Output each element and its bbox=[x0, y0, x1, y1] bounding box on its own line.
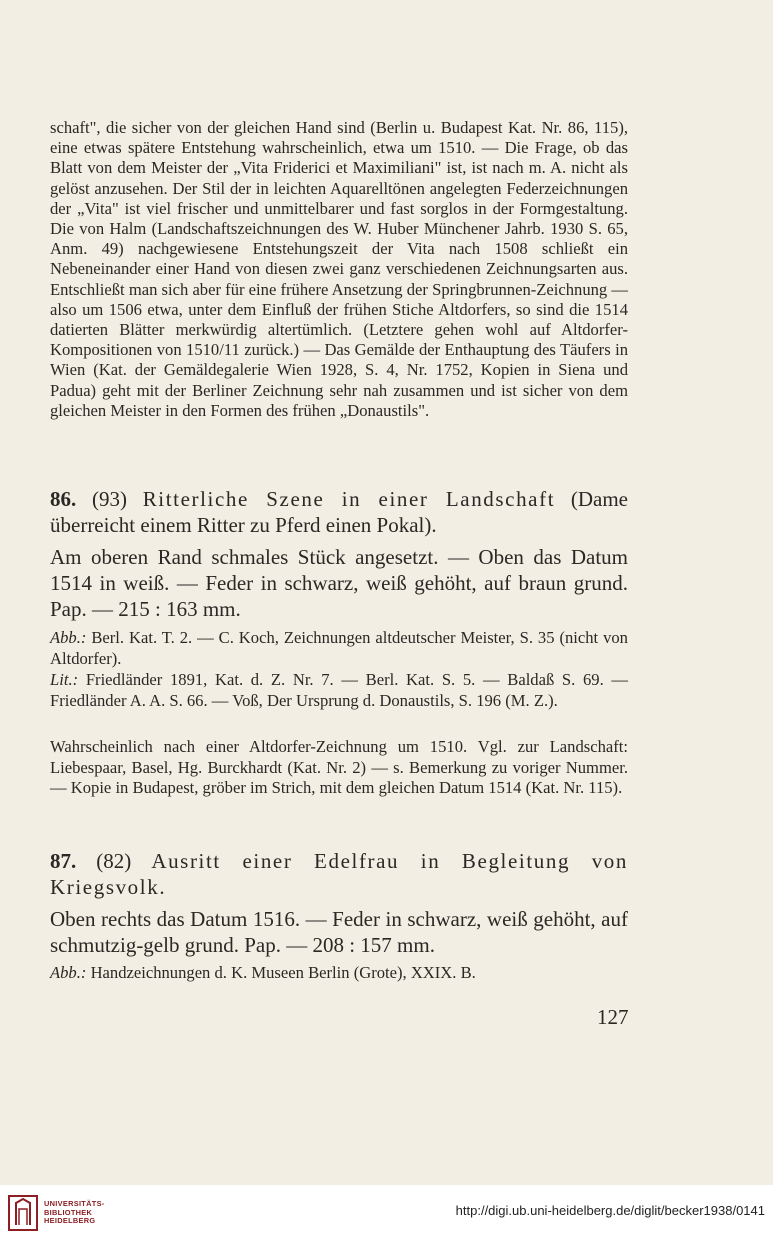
entry-87-abb-label: Abb.: bbox=[50, 963, 87, 982]
entry-86-heading bbox=[50, 486, 628, 538]
entry-87-description: Oben rechts das Datum 1516. — Feder in schwarz, weiß gehöht, auf schmutzig-gelb grund. Pap. — 208 : 157 mm. bbox=[50, 907, 628, 957]
library-name bbox=[44, 1200, 105, 1226]
entry-86-number: 86. bbox=[50, 487, 77, 511]
library-logo-icon bbox=[8, 1195, 38, 1231]
entry-86-abb bbox=[50, 628, 628, 669]
entry-87-ref: (82) bbox=[96, 849, 132, 873]
entry-86-abb-label: Abb.: bbox=[50, 628, 87, 647]
library-name-line2: BIBLIOTHEK bbox=[44, 1207, 93, 1217]
page-number: 127 bbox=[597, 1005, 629, 1029]
library-name-line3: HEIDELBERG bbox=[44, 1216, 96, 1226]
entry-87-title: Ausritt einer Edelfrau in Begleitung von Kriegsvolk. bbox=[50, 849, 629, 899]
entry-86-title-rest: (Dame überreicht einem Ritter zu Pferd einen Pokal). bbox=[50, 487, 628, 537]
footer-bar bbox=[0, 1185, 773, 1247]
entry-86-ref: (93) bbox=[91, 487, 127, 511]
entry-86-lit-text: Friedländer 1891, Kat. d. Z. Nr. 7. — Berl. Kat. S. 5. — Baldaß S. 69. — Friedländer A. A. S. 66. — Voß, Der Ursprung d. Donaustils, S. 196 (M. Z.). bbox=[50, 670, 628, 710]
entry-87-abb bbox=[50, 963, 628, 984]
entry-86-lit bbox=[50, 670, 628, 711]
entry-86-lit-label: Lit.: bbox=[50, 670, 79, 689]
intro-text: schaft", die sicher von der gleichen Hand sind (Berlin u. Budapest Kat. Nr. 86, 115), eine etwas spätere Entstehung wahrscheinlich, etwa um 1510. — Die Frage, ob das Blatt von dem Meister der „Vita Friderici et Maximiliani" ist, ist nach m. A. nicht als gelöst anzusehen. Der Stil der in leichten Aquarelltönen angelegten Federzeichnungen der „Vita" ist viel frischer und unmittelbarer und fast sorglos in der Formgestaltung. Die von Halm (Landschaftszeichnungen des W. Huber Münchener Jahrb. 1930 S. 65, Anm. 49) nachgewiesene Entstehungszeit der Vita nach 1508 schließt ein Nebeneinander einer Hand von diesen zwei ganz verschiedenen Zeichnungsarten aus. Entschließt man sich aber für eine frühere Ansetzung der Springbrunnen-Zeichnung — also um 1506 etwa, unter dem Einfluß der frühen Stiche Altdorfers, so sind die 1514 datierten Blätter merkwürdig altertümlich. (Letztere gehen wohl auf Altdorfer-Kompositionen von 1510/11 zurück.) — Das Gemälde der Enthauptung des Täufers in Wien (Kat. der Gemäldegalerie Wien 1928, S. 4, Nr. 1752, Kopien in Siena und Padua) geht mit der Berliner Zeichnung sehr nah zusammen und ist sicher von dem gleichen Meister in den Formen des frühen „Donaustils". bbox=[50, 118, 628, 420]
intro-paragraph bbox=[50, 118, 628, 421]
entry-87-number: 87. bbox=[50, 849, 77, 873]
entry-87-heading bbox=[50, 848, 628, 900]
entry-86-abb-text: Berl. Kat. T. 2. — C. Koch, Zeichnungen altdeutscher Meister, S. 35 (nicht von Altdorfer). bbox=[50, 628, 628, 668]
entry-86-note: Wahrscheinlich nach einer Altdorfer-Zeichnung um 1510. Vgl. zur Landschaft: Liebespaar, Basel, Hg. Burckhardt (Kat. Nr. 2) — s. Bemerkung zu voriger Nummer. — Kopie in Budapest, gröber im Strich, mit dem gleichen Datum 1514 (Kat. Nr. 115). bbox=[50, 737, 628, 798]
source-url-link[interactable]: http://digi.ub.uni-heidelberg.de/diglit/becker1938/0141 bbox=[455, 1203, 765, 1218]
entry-87-abb-text: Handzeichnungen d. K. Museen Berlin (Grote), XXIX. B. bbox=[90, 963, 476, 982]
library-name-line1: UNIVERSITÄTS- bbox=[44, 1199, 105, 1208]
entry-86-description: Am oberen Rand schmales Stück angesetzt. — Oben das Datum 1514 in weiß. — Feder in schwarz, weiß gehöht, auf braun grund. Pap. — 215 : 163 mm. bbox=[50, 545, 628, 621]
entry-86-title: Ritterliche Szene in einer Landschaft bbox=[142, 487, 556, 511]
